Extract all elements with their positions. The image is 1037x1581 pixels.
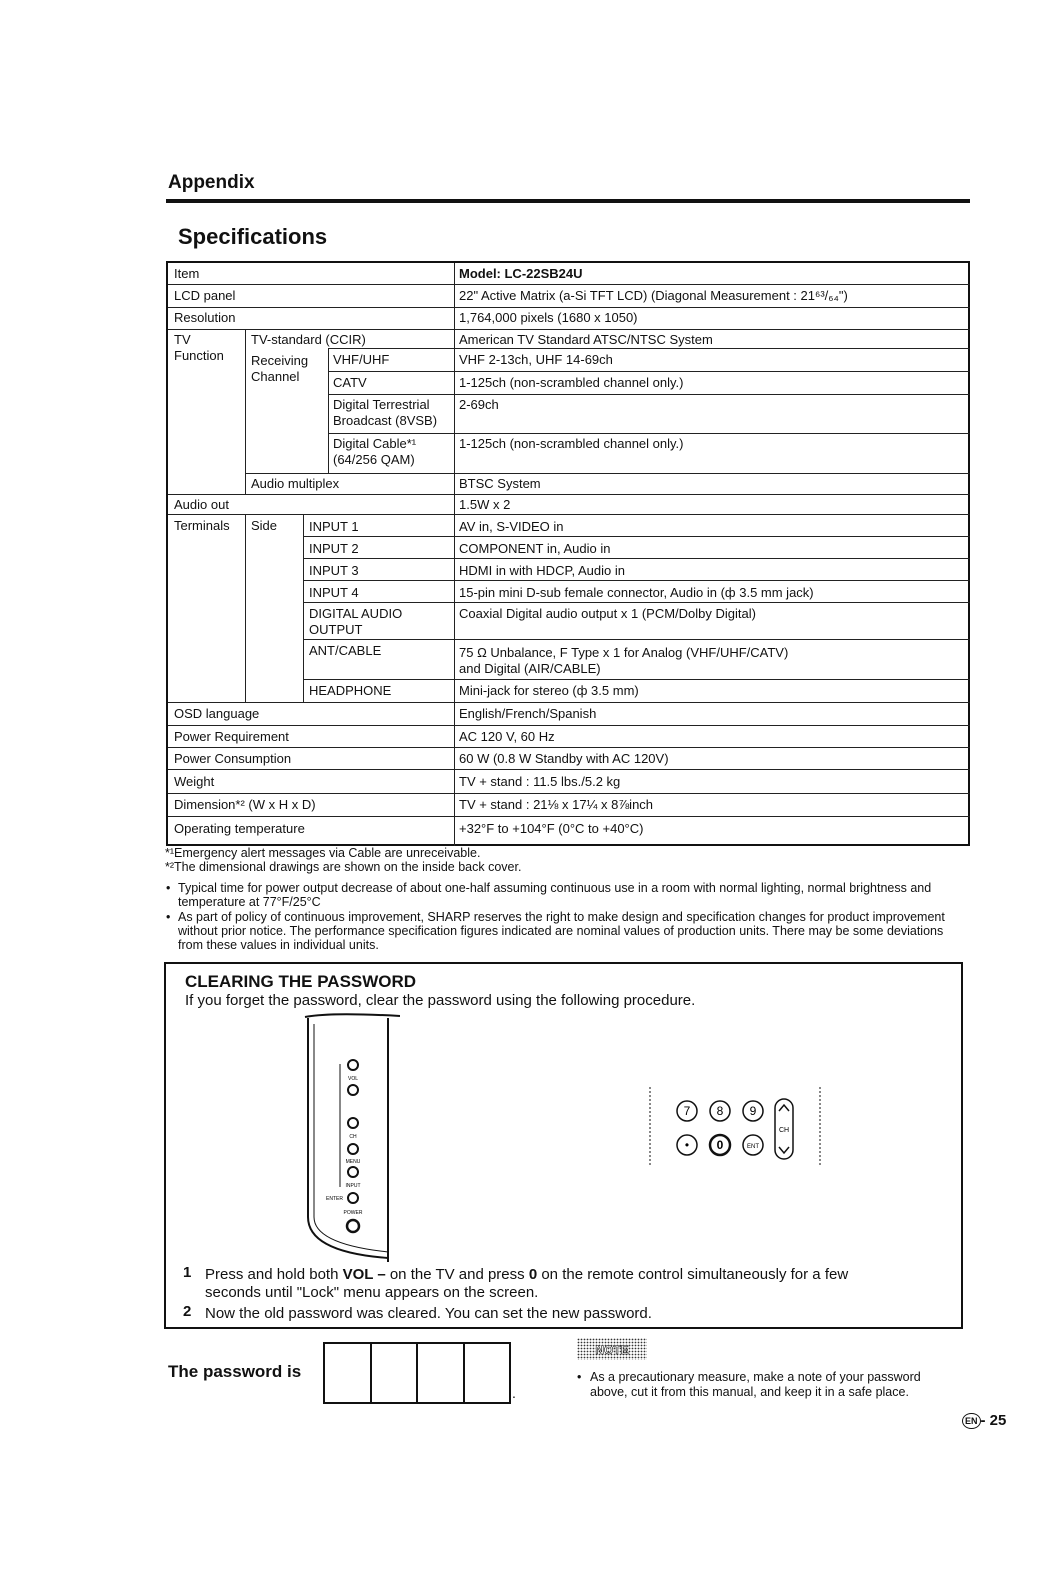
operating-temperature-value: +32°F to +104°F (0°C to +40°C) <box>459 821 644 836</box>
vhf-value: VHF 2-13ch, UHF 14-69ch <box>459 352 613 367</box>
osd-language-value: English/French/Spanish <box>459 706 597 721</box>
step-2-number: 2 <box>183 1303 192 1320</box>
dimension-value: TV + stand : 21⅛ x 17¼ x 8⅞inch <box>459 797 654 812</box>
receiving-channel-label-2: Channel <box>251 369 300 384</box>
password-cell <box>418 1344 465 1402</box>
heading-rule <box>166 199 970 203</box>
audio-multiplex-label: Audio multiplex <box>251 476 340 491</box>
period-mark: . <box>512 1385 516 1401</box>
bullet-marker: • <box>166 910 171 924</box>
password-cell <box>465 1344 510 1402</box>
remote-ch-label: CH <box>778 1127 790 1134</box>
digital-audio-output-value: Coaxial Digital audio output x 1 (PCM/Dolby Digital) <box>459 606 756 621</box>
input-label: INPUT <box>345 1183 361 1189</box>
vhf-label: VHF/UHF <box>333 352 390 367</box>
input4-value: 15-pin mini D-sub female connector, Audio in (ф 3.5 mm jack) <box>459 585 814 600</box>
digital-cable-value: 1-125ch (non-scrambled channel only.) <box>459 436 684 451</box>
remote-key-label: 8 <box>716 1104 724 1118</box>
ant-cable-value-2: and Digital (AIR/CABLE) <box>459 661 601 676</box>
catv-value: 1-125ch (non-scrambled channel only.) <box>459 375 684 390</box>
tv-side-panel-illustration <box>300 1012 400 1262</box>
power-requirement-value: AC 120 V, 60 Hz <box>459 729 555 744</box>
remote-key-label: 9 <box>749 1104 757 1118</box>
resolution-label: Resolution <box>174 310 236 325</box>
audio-multiplex-value: BTSC System <box>459 476 541 491</box>
input2-value: COMPONENT in, Audio in <box>459 541 611 556</box>
remote-key-label: 0 <box>716 1138 724 1152</box>
power-requirement-label: Power Requirement <box>174 729 289 744</box>
remote-key-label: • <box>684 1138 690 1152</box>
tv-function-label-2: Function <box>174 348 224 363</box>
input2-label: INPUT 2 <box>309 541 359 556</box>
operating-temperature-label: Operating temperature <box>174 821 305 836</box>
en-badge: EN <box>962 1413 981 1429</box>
input3-value: HDMI in with HDCP, Audio in <box>459 563 625 578</box>
page-title: Specifications <box>178 224 328 249</box>
password-cell <box>372 1344 419 1402</box>
step-1-number: 1 <box>183 1264 192 1281</box>
weight-label: Weight <box>174 774 215 789</box>
menu-label: MENU <box>345 1159 361 1165</box>
receiving-channel-label: Receiving <box>251 353 309 368</box>
power-label: POWER <box>343 1210 363 1216</box>
ch-label: CH <box>349 1134 357 1140</box>
dimension-label: Dimension*² (W x H x D) <box>174 797 316 812</box>
digital-audio-output-label-2: OUTPUT <box>309 622 363 637</box>
digital-cable-label-2: (64/256 QAM) <box>333 452 415 467</box>
catv-label: CATV <box>333 375 367 390</box>
col-header-item: Item <box>174 266 200 281</box>
bullet-power-output: Typical time for power output decrease of about one-half assuming continuous use in a room with normal lighting, normal brightness and temperature at 77°F/25°C <box>178 881 932 909</box>
remote-key-label: ENT <box>747 1144 759 1150</box>
note-badge <box>577 1338 647 1360</box>
footnote-2: *²The dimensional drawings are shown on the inside back cover. <box>165 860 522 874</box>
input3-label: INPUT 3 <box>309 563 359 578</box>
ant-cable-label: ANT/CABLE <box>309 643 382 658</box>
side-label: Side <box>251 518 278 533</box>
note-text: As a precautionary measure, make a note of your password above, cut it from this manual, and keep it in a safe place. <box>590 1370 921 1399</box>
digital-terrestrial-value: 2-69ch <box>459 397 499 412</box>
bullet-marker: • <box>166 881 171 895</box>
digital-terrestrial-label: Digital Terrestrial <box>333 397 430 412</box>
section-heading: Appendix <box>168 172 255 193</box>
digital-audio-output-label: DIGITAL AUDIO <box>309 606 403 621</box>
audio-out-value: 1.5W x 2 <box>459 497 511 512</box>
note-badge-label: NOTE <box>595 1343 629 1357</box>
tv-standard-value: American TV Standard ATSC/NTSC System <box>459 332 713 347</box>
enter-label: ENTER <box>326 1196 343 1202</box>
headphone-label: HEADPHONE <box>309 683 392 698</box>
resolution-value: 1,764,000 pixels (1680 x 1050) <box>459 310 638 325</box>
vol-label: VOL <box>347 1076 359 1082</box>
password-entry-grid <box>323 1342 511 1404</box>
input4-label: INPUT 4 <box>309 585 359 600</box>
step-1-text: Press and hold both VOL – on the TV and press 0 on the remote control simultaneously for a few <box>205 1266 849 1283</box>
footnote-1: *¹Emergency alert messages via Cable are unreceivable. <box>165 846 481 860</box>
weight-value: TV + stand : 11.5 lbs./5.2 kg <box>459 774 621 789</box>
input1-value: AV in, S-VIDEO in <box>459 519 564 534</box>
tv-standard-label: TV-standard (CCIR) <box>251 332 366 347</box>
remote-keypad-illustration <box>645 1085 830 1170</box>
password-label: The password is <box>168 1362 302 1381</box>
col-header-model: Model: LC-22SB24U <box>459 266 583 281</box>
clearing-password-title: CLEARING THE PASSWORD <box>185 972 417 991</box>
terminals-label: Terminals <box>174 518 230 533</box>
clearing-password-intro: If you forget the password, clear the password using the following procedure. <box>185 992 696 1009</box>
tv-function-label: TV <box>174 332 191 347</box>
digital-cable-label: Digital Cable*¹ <box>333 436 417 451</box>
power-consumption-value: 60 W (0.8 W Standby with AC 120V) <box>459 751 669 766</box>
lcd-label: LCD panel <box>174 288 236 303</box>
step-2-text: Now the old password was cleared. You can set the new password. <box>205 1305 652 1322</box>
audio-out-label: Audio out <box>174 497 229 512</box>
osd-language-label: OSD language <box>174 706 260 721</box>
password-cell <box>325 1344 372 1402</box>
headphone-value: Mini-jack for stereo (ф 3.5 mm) <box>459 683 639 698</box>
ant-cable-value: 75 Ω Unbalance, F Type x 1 for Analog (VHF/UHF/CATV) <box>459 645 789 660</box>
remote-key-label: 7 <box>683 1104 691 1118</box>
digital-terrestrial-label-2: Broadcast (8VSB) <box>333 413 438 428</box>
page-number: EN - 25 <box>962 1412 1006 1429</box>
bullet-policy: As part of policy of continuous improvement, SHARP reserves the right to make design and specification changes for product improvement without prior notice. The performance specification figures indicated are nominal values of production units. There may be some deviations from these values in individual units. <box>178 910 945 952</box>
input1-label: INPUT 1 <box>309 519 359 534</box>
bullet-marker: • <box>577 1370 582 1384</box>
lcd-value: 22" Active Matrix (a-Si TFT LCD) (Diagonal Measurement : 21⁶³/₆₄") <box>459 288 848 303</box>
specifications-table <box>166 261 970 846</box>
power-consumption-label: Power Consumption <box>174 751 292 766</box>
step-1-text-2: seconds until "Lock" menu appears on the screen. <box>205 1284 539 1301</box>
